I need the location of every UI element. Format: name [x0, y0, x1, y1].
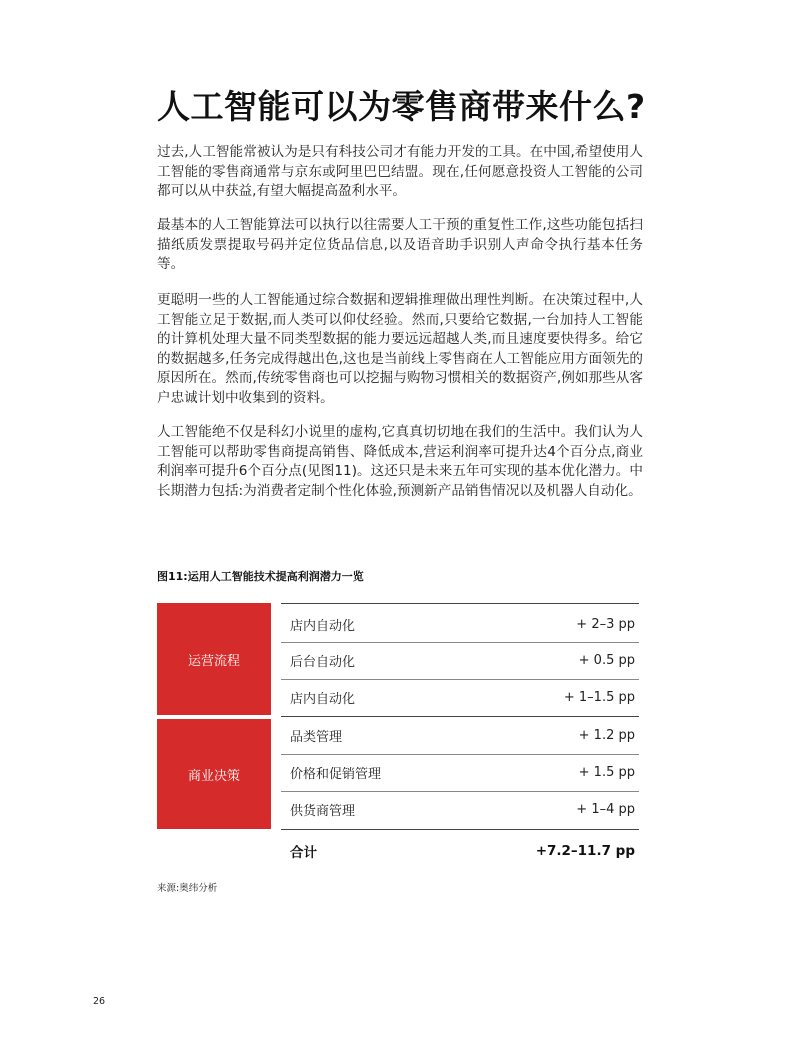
table-bottom-rule	[281, 829, 639, 830]
row-value: + 0.5 pp	[578, 653, 635, 668]
table-row	[281, 754, 639, 791]
table-row	[281, 679, 639, 716]
table-row	[281, 642, 639, 679]
paragraph-2: 最基本的人工智能算法可以执行以往需要人工干预的重复性工作,这些功能包括扫描纸质发票提取号码并定位货品信息,以及语音助手识别人声命令执行基本任务等。	[157, 217, 643, 272]
group-label-text: 商业决策	[187, 768, 240, 784]
page-number: 26	[93, 996, 106, 1007]
source-note: 来源:奥纬分析	[157, 883, 218, 894]
table-total-row	[281, 832, 639, 869]
row-item: 店内自动化	[290, 619, 356, 634]
table-row	[281, 791, 639, 828]
group-label-decisions	[157, 719, 271, 829]
row-value: + 2–3 pp	[576, 617, 635, 632]
row-item: 品类管理	[290, 730, 343, 745]
row-item: 价格和促销管理	[290, 767, 382, 782]
paragraph-3: 更聪明一些的人工智能通过综合数据和逻辑推理做出理性判断。在决策过程中,人工智能立足于数据,而人类可以仰仗经验。然而,只要给它数据,一台加持人工智能的计算机处理大量不同类型数据的能力要远远超越人类,而且速度要快得多。给它的数据越多,任务完成得越出色,这也是当前线上零售商在人工智能应用方面领先的原因所在。然而,传统零售商也可以挖掘与购物习惯相关的数据资产,例如那些从客户忠诚计划中收集到的资料。	[157, 292, 643, 406]
page-title: 人工智能可以为零售商带来什么?	[157, 87, 646, 126]
row-value: + 1–4 pp	[576, 802, 635, 817]
row-value: + 1.2 pp	[578, 728, 635, 743]
figure-caption: 图11:运用人工智能技术提高利润潜力一览	[157, 570, 364, 583]
table-row	[281, 717, 639, 754]
row-value: + 1.5 pp	[578, 765, 635, 780]
row-item: 后台自动化	[290, 655, 356, 670]
total-label: 合计	[290, 844, 317, 861]
row-item: 店内自动化	[290, 692, 356, 707]
table-top-rule	[281, 603, 639, 604]
paragraph-1: 过去,人工智能常被认为是只有科技公司才有能力开发的工具。在中国,希望使用人工智能的零售商通常与京东或阿里巴巴结盟。现在,任何愿意投资人工智能的公司都可以从中获益,有望大幅提高盈利水平。	[157, 144, 643, 199]
table-row	[281, 606, 639, 643]
group-label-operations	[157, 603, 271, 715]
total-value: +7.2–11.7 pp	[535, 842, 635, 859]
paragraph-4: 人工智能绝不仅是科幻小说里的虚构,它真真切切地在我们的生活中。我们认为人工智能可以帮助零售商提高销售、降低成本,营运利润率可提升达4个百分点,商业利润率可提升6个百分点(见图11)。这还只是未来五年可实现的基本优化潜力。中长期潜力包括:为消费者定制个性化体验,预测新产品销售情况以及机器人自动化。	[157, 424, 643, 499]
row-item: 供货商管理	[290, 804, 356, 819]
row-value: + 1–1.5 pp	[563, 690, 635, 705]
group-label-text: 运营流程	[187, 653, 240, 669]
